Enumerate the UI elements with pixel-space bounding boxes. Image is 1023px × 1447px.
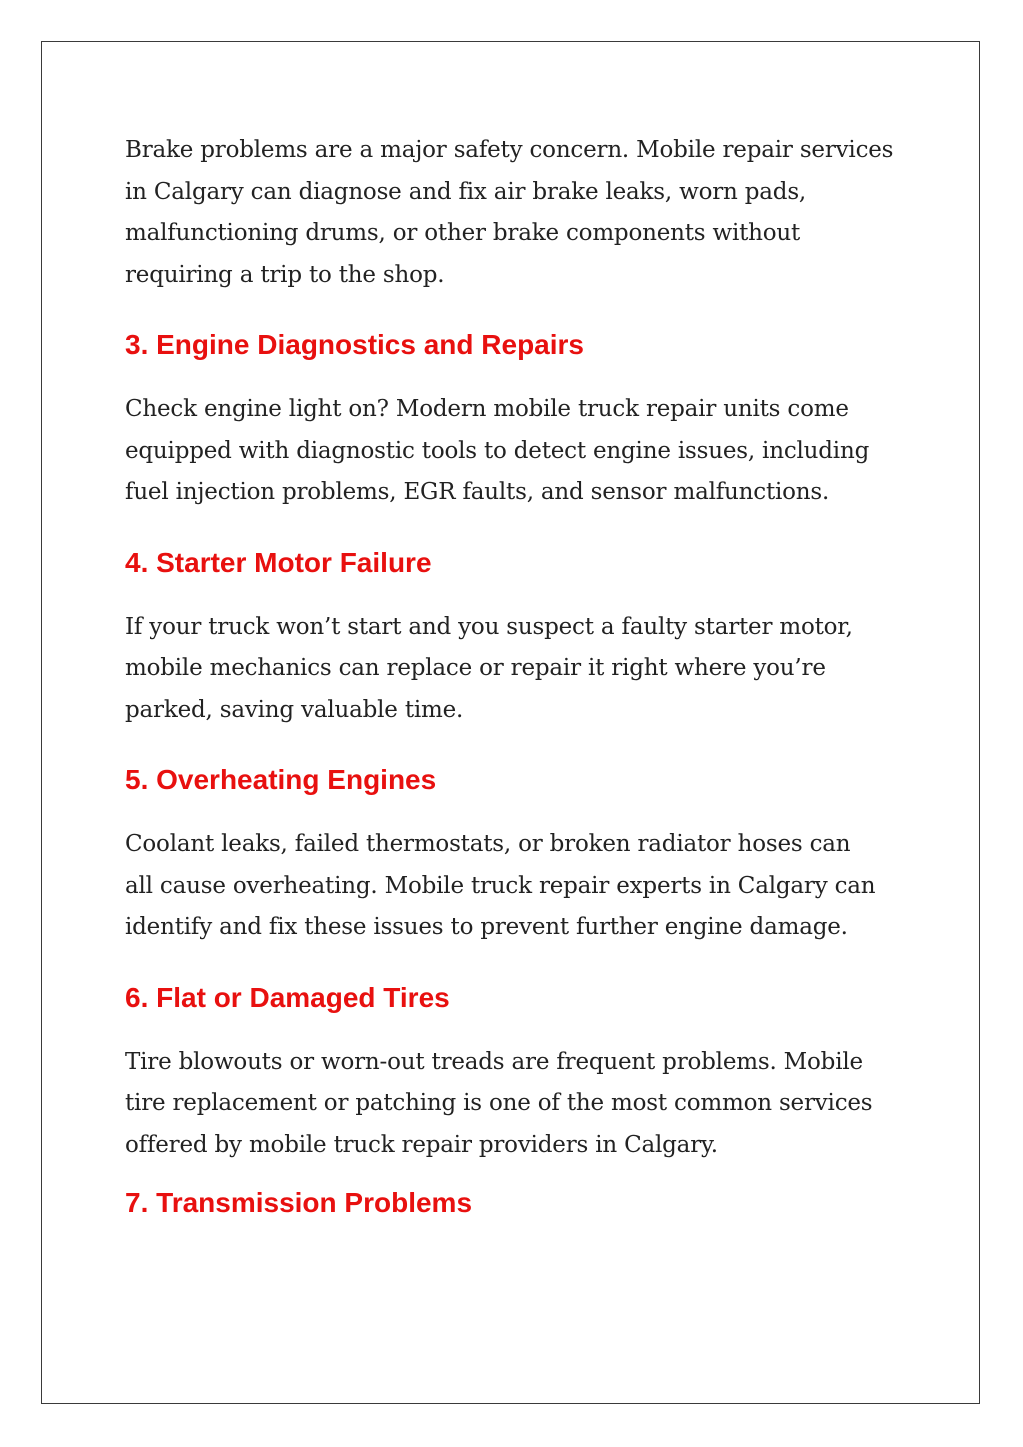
section-body-engine-diagnostics: Check engine light on? Modern mobile truck repair units come equipped with diagnostic tools to detect engine issues, including fuel injection problems, EGR faults, and sensor malfunctions. (125, 396, 870, 505)
document-content (125, 130, 915, 1220)
section-body-tires: Tire blowouts or worn-out treads are frequent problems. Mobile tire replacement or patching is one of the most common services offered by mobile truck repair providers in Calgary. (125, 1048, 873, 1158)
section-heading-overheating: 5. Overheating Engines (125, 764, 437, 795)
page-frame (41, 41, 980, 1404)
section-body-overheating: Coolant leaks, failed thermostats, or broken radiator hoses can all cause overheating. Mobile truck repair experts in Calgary can identify and fix these issues to prevent further engine damage. (125, 831, 876, 940)
section-heading-tires: 6. Flat or Damaged Tires (125, 981, 450, 1013)
section-heading-transmission: 7. Transmission Problems (125, 1187, 473, 1218)
section-heading-starter-motor: 4. Starter Motor Failure (125, 546, 432, 578)
intro-paragraph: Brake problems are a major safety concern. Mobile repair services in Calgary can diagnose and fix air brake leaks, worn pads, malfunctioning drums, or other brake components without requiring a trip to the shop. (125, 137, 894, 288)
section-heading-engine-diagnostics: 3. Engine Diagnostics and Repairs (125, 329, 585, 360)
section-body-starter-motor: If your truck won’t start and you suspect a faulty starter motor, mobile mechanics can replace or repair it right where you’re parked, saving valuable time. (125, 613, 853, 723)
